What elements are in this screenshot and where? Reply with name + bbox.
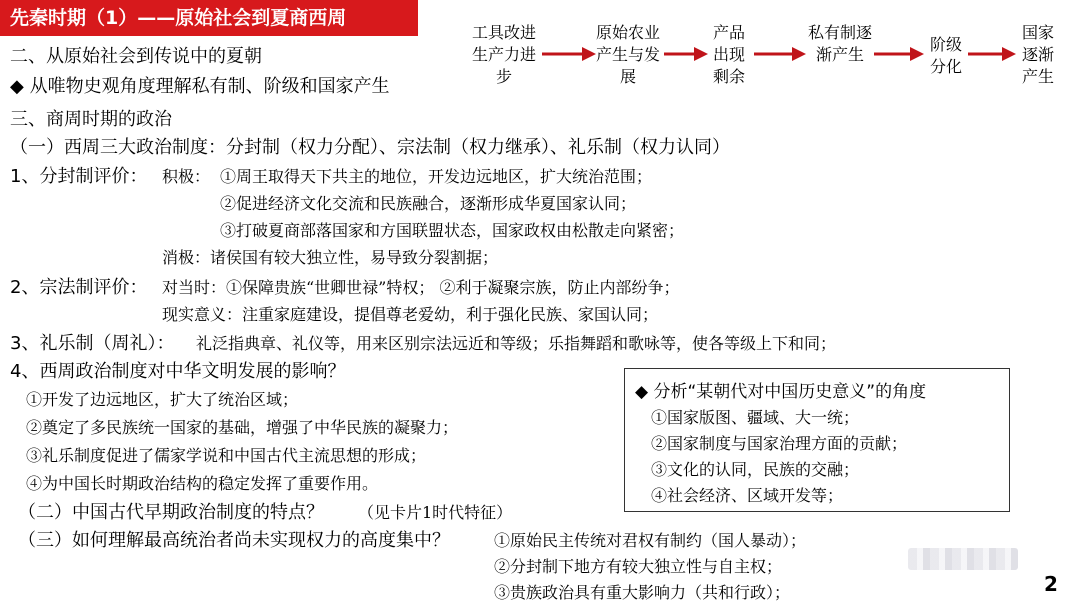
side-box-item: ④社会经济、区域开发等；: [651, 486, 844, 505]
item1-pos-point: ①周王取得天下共主的地位，开发边远地区，扩大统治范围；: [220, 167, 653, 186]
section2-sub: ◆ 从唯物史观角度理解私有制、阶级和国家产生: [10, 76, 390, 97]
flow-step-3: 产品出现剩余: [712, 23, 745, 86]
sub2-label: （二）中国古代早期政治制度的特点？: [18, 502, 324, 523]
side-box-item: ③文化的认同，民族的交融；: [651, 460, 860, 479]
item2-label: 2、宗法制评价：: [10, 277, 148, 298]
item1-neg: 消极：诸侯国有较大独立性，易导致分裂割据；: [162, 248, 499, 267]
item1-pos-point: ②促进经济文化交流和民族融合，逐渐形成华夏国家认同；: [220, 194, 637, 213]
sub3-point: ②分封制下地方有较大独立性与自主权；: [494, 557, 783, 576]
side-box-title: ◆ 分析“某朝代对中国历史意义”的角度: [635, 382, 927, 402]
item4-point: ②奠定了多民族统一国家的基础，增强了中华民族的凝聚力；: [26, 418, 459, 437]
item4-label: 4、西周政治制度对中华文明发展的影响？: [10, 361, 346, 382]
flow-arrow-icon: [754, 46, 806, 62]
section3-heading: 三、商周时期的政治: [10, 109, 172, 130]
item1-pos-point: ③打破夏商部落国家和方国联盟状态，国家政权由松散走向紧密；: [220, 221, 685, 240]
flow-arrow-icon: [542, 46, 596, 62]
flow-arrow-icon: [664, 46, 708, 62]
flow-arrow-icon: [968, 46, 1016, 62]
page-number: 2: [1044, 572, 1058, 596]
flow-step-4: 私有制逐渐产生: [808, 23, 873, 64]
side-box-item: ①国家版图、疆域、大一统；: [651, 408, 860, 427]
item2-line2: 现实意义：注重家庭建设，提倡尊老爱幼，利于强化民族、家国认同；: [162, 305, 659, 324]
sub3-label: （三）如何理解最高统治者尚未实现权力的高度集中？: [18, 530, 450, 551]
item4-point: ③礼乐制度促进了儒家学说和中国古代主流思想的形成；: [26, 446, 427, 465]
flow-step-2: 原始农业产生与发展: [596, 23, 661, 86]
item4-point: ④为中国长时期政治结构的稳定发挥了重要作用。: [26, 474, 379, 493]
item3-text: 礼泛指典章、礼仪等，用来区别宗法远近和等级；乐指舞蹈和歌咏等，使各等级上下和同；: [196, 334, 837, 353]
flow-step-1: 工具改进生产力进步: [472, 23, 537, 86]
analysis-angle-box: [624, 368, 1010, 512]
sub2-note: （见卡片1时代特征）: [358, 503, 513, 522]
item2-line1: 对当时：①保障贵族“世卿世禄”特权； ②利于凝聚宗族，防止内部纷争；: [162, 278, 680, 297]
side-box-item: ②国家制度与国家治理方面的贡献；: [651, 434, 908, 453]
flow-step-5: 阶级分化: [929, 35, 962, 76]
item1-label: 1、分封制评价：: [10, 166, 148, 187]
page-title: 先秦时期（1）——原始社会到夏商西周: [0, 0, 418, 36]
sub3-point: ①原始民主传统对君权有制约（国人暴动）；: [494, 531, 807, 550]
item4-point: ①开发了边远地区，扩大了统治区域；: [26, 390, 299, 409]
item1-pos-label: 积极：: [162, 167, 211, 186]
flow-arrow-icon: [874, 46, 924, 62]
flow-step-6: 国家逐渐产生: [1021, 23, 1054, 86]
item3-label: 3、礼乐制（周礼）：: [10, 333, 175, 354]
sub3-point: ③贵族政治具有重大影响力（共和行政）；: [494, 583, 791, 602]
section2-heading: 二、从原始社会到传说中的夏朝: [10, 46, 262, 67]
section3-sub1: （一）西周三大政治制度：分封制（权力分配）、宗法制（权力继承）、礼乐制（权力认同）: [10, 137, 730, 158]
watermark-blur: [908, 548, 1018, 570]
